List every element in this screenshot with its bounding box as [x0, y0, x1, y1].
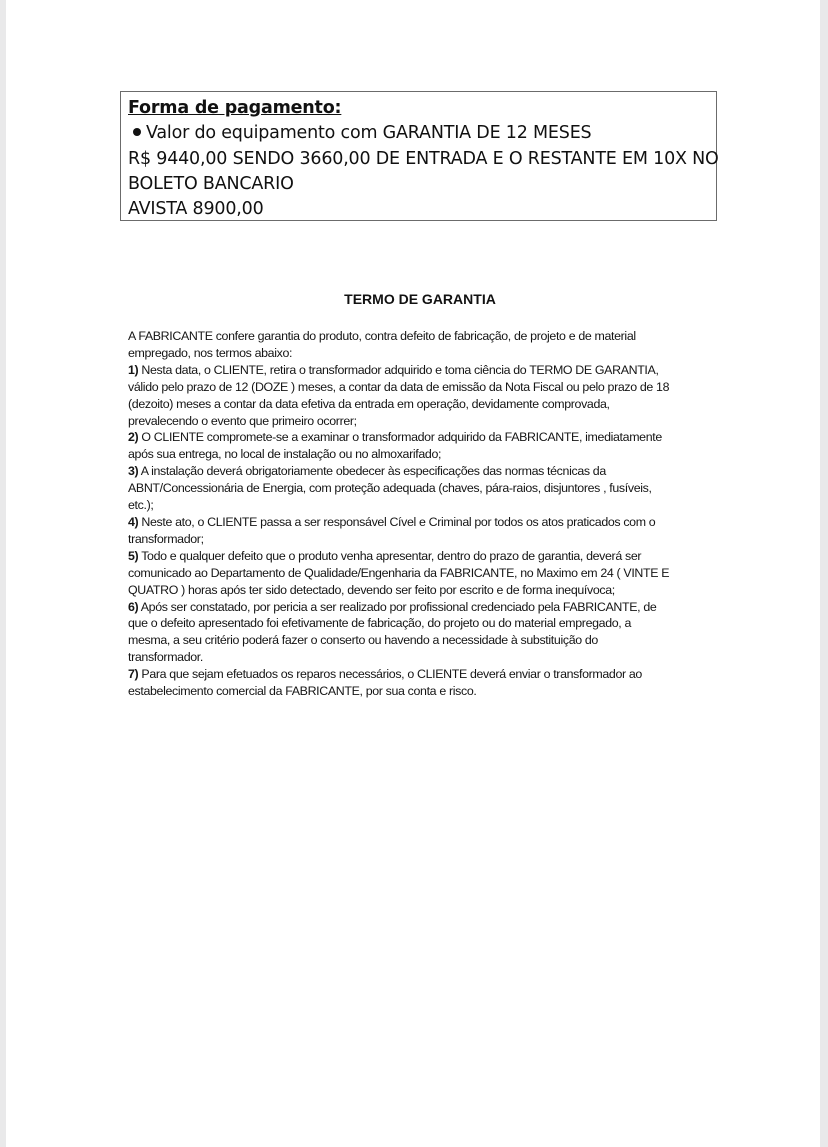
payment-cash-price-line: AVISTA 8900,00 [128, 199, 264, 220]
intro-line: empregado, nos termos abaixo: [128, 345, 293, 360]
bullet-icon [133, 128, 141, 136]
clause-line [128, 429, 712, 446]
payment-boleto-line: BOLETO BANCARIO [128, 173, 294, 194]
clause-number: 5) [128, 548, 139, 563]
clause-text: Neste ato, o CLIENTE passa a ser responsável Cível e Criminal por todos os atos praticados com o [141, 514, 656, 529]
clause-line: transformador; [128, 531, 204, 546]
clause-number: 4) [128, 514, 139, 529]
warranty-body [128, 328, 712, 700]
clause-text: A instalação deverá obrigatoriamente obedecer às especificações das normas técnicas da [140, 464, 606, 479]
clause-line: etc.); [128, 498, 154, 513]
clause-line: estabelecimento comercial da FABRICANTE, por sua conta e risco. [128, 684, 477, 699]
clause-line [128, 463, 712, 480]
payment-bullet-text: Valor do equipamento com GARANTIA DE 12 MESES [146, 123, 592, 144]
clause-line: válido pelo prazo de 12 (DOZE ) meses, a contar da data de emissão da Nota Fiscal ou pelo prazo de 18 [128, 379, 670, 394]
clause-line: transformador. [128, 650, 203, 665]
intro-line: A FABRICANTE confere garantia do produto, contra defeito de fabricação, de projeto e de material [128, 329, 636, 343]
payment-price-line: R$ 9440,00 SENDO 3660,00 DE ENTRADA E O RESTANTE EM 10X NO [128, 148, 719, 169]
clause-text: O CLIENTE compromete-se a examinar o transformador adquirido da FABRICANTE, imediatamente [141, 430, 662, 445]
clause-text: Para que sejam efetuados os reparos necessários, o CLIENTE deverá enviar o transformador ao [141, 667, 642, 682]
clause-text: Todo e qualquer defeito que o produto venha apresentar, dentro do prazo de garantia, deverá ser [141, 548, 642, 563]
clause-line [128, 362, 712, 379]
clause-number: 1) [128, 362, 139, 377]
clause-number: 2) [128, 430, 139, 445]
clause-line: após sua entrega, no local de instalação ou no almoxarifado; [128, 447, 442, 462]
clause-line: comunicado ao Departamento de Qualidade/Engenharia da FABRICANTE, no Maximo em 24 ( VINTE E [128, 565, 670, 580]
clause-text: Nesta data, o CLIENTE, retira o transformador adquirido e toma ciência do TERMO DE GARANTIA, [141, 362, 659, 377]
clause-line: QUATRO ) horas após ter sido detectado, devendo ser feito por escrito e de forma inequívoca; [128, 582, 615, 597]
clause-number: 6) [128, 599, 139, 614]
clause-line [128, 666, 712, 683]
clause-text: Após ser constatado, por pericia a ser realizado por profissional credenciado pela FABRICANTE, de [140, 599, 657, 614]
clause-line: mesma, a seu critério poderá fazer o conserto ou havendo a necessidade à substituição do [128, 633, 598, 648]
clause-line: prevalecendo o evento que primeiro ocorrer; [128, 413, 357, 428]
clause-line: ABNT/Concessionária de Energia, com proteção adequada (chaves, pára-raios, disjuntores , fusíveis, [128, 481, 652, 496]
clause-line [128, 548, 712, 565]
clause-line: que o defeito apresentado foi efetivamente de fabricação, do projeto ou do material empregado, a [128, 616, 631, 631]
clause-line: (dezoito) meses a contar da data efetiva da entrada em operação, devidamente comprovada, [128, 396, 610, 411]
clause-line [128, 599, 712, 616]
payment-terms-box [120, 91, 717, 221]
document-page [6, 0, 820, 1147]
payment-title: Forma de pagamento: [128, 98, 342, 118]
payment-bullet-line [128, 121, 716, 146]
warranty-title: TERMO DE GARANTIA [344, 291, 496, 307]
clause-number: 3) [128, 464, 139, 479]
clause-line [128, 514, 712, 531]
clause-number: 7) [128, 667, 139, 682]
